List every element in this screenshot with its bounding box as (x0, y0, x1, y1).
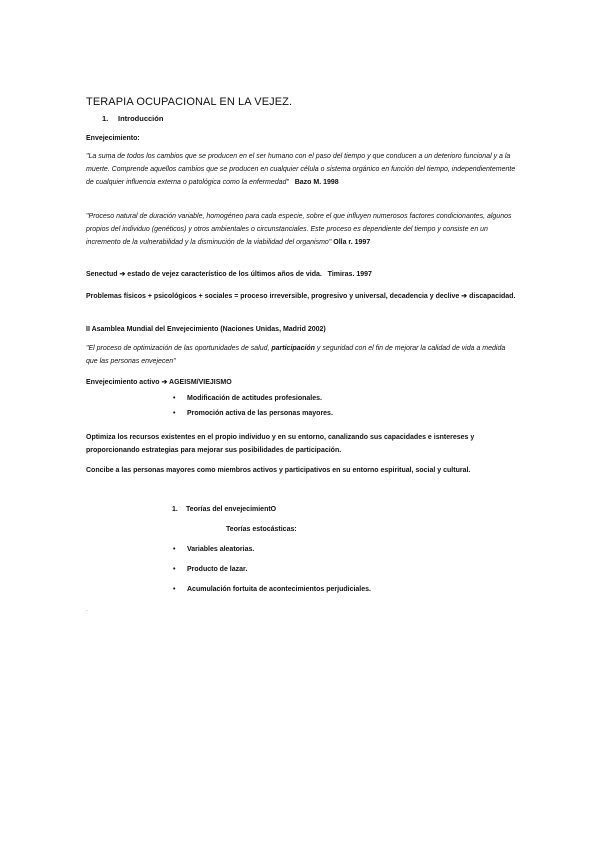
senectud-term: Senectud (86, 271, 118, 278)
document-title: TERAPIA OCUPACIONAL EN LA VEJEZ. (86, 96, 293, 108)
bullet-icon: • (173, 586, 176, 593)
quote-ollar-text: "Proceso natural de duración variable, homogéneo para cada especie, sobre el que influyen numerosos factores condicionantes, algunos propios del individuo (genéticos) y otros ambientales o circunstanciales. Este proceso es dependiente del tiempo y consiste en un incremento de la vulnerabilidad y la disminución de la viabilidad del organismo" (86, 213, 512, 246)
section-label: Introducción (118, 114, 164, 123)
envejecimiento-activo (86, 376, 516, 389)
section-number: 1. (102, 114, 109, 123)
list-item-text: Producto de lazar. (187, 566, 248, 573)
senectud-definition (86, 268, 516, 281)
bullet-icon: • (173, 395, 176, 402)
section-heading-introduccion (102, 114, 163, 123)
list-item-text: Modificación de actitudes profesionales. (187, 395, 322, 402)
quote-asamblea-pre: "El proceso de optimización de las oportunidades de salud, (86, 345, 270, 352)
activo-term: Envejecimiento activo (86, 379, 160, 386)
quote-bazo (86, 150, 516, 189)
quote-bazo-author: Bazo M. 1998 (294, 179, 339, 186)
trailing-mark: . (86, 606, 88, 613)
bullet-icon: • (173, 546, 176, 553)
bullet-icon: • (173, 410, 176, 417)
concibe-paragraph: Concibe a las personas mayores como miembros activos y participativos en su entorno espiritual, social y cultural. (86, 467, 471, 474)
list-item-text: Promoción activa de las personas mayores. (187, 410, 333, 417)
quote-asamblea (86, 342, 516, 368)
section-heading-teorias (172, 506, 276, 513)
senectud-text: estado de vejez característico de los últimos años de vida. (127, 271, 322, 278)
list-item (173, 410, 333, 417)
list-item (173, 395, 322, 402)
senectud-ref: Timiras. 1997 (327, 271, 372, 278)
list-item (173, 546, 254, 553)
arrow-icon: ➔ (461, 293, 468, 300)
asamblea-heading: II Asamblea Mundial del Envejecimiento (Naciones Unidas, Madrid 2002) (86, 326, 326, 333)
envejecimiento-label: Envejecimiento: (86, 135, 140, 142)
section-label: Teorías del envejecimientO (186, 506, 277, 513)
problemas-paragraph (86, 290, 516, 303)
arrow-icon: ➔ (161, 379, 168, 386)
problemas-end: discapacidad. (469, 293, 516, 300)
list-item (173, 586, 371, 593)
quote-asamblea-bold: participación (271, 345, 315, 352)
bullet-icon: • (173, 566, 176, 573)
list-item-text: Acumulación fortuita de acontecimientos perjudiciales. (187, 586, 371, 593)
quote-ollar-author: Olla r. 1997 (333, 239, 371, 246)
arrow-icon: ➔ (119, 271, 126, 278)
problemas-text: Problemas físicos + psicológicos + sociales = proceso irreversible, progresivo y universal, decadencia y declive (86, 293, 460, 300)
list-item-text: Variables aleatorias. (187, 546, 255, 553)
activo-text: AGEISM/VIEJISMO (169, 379, 232, 386)
quote-bazo-text: "La suma de todos los cambios que se producen en el ser humano con el paso del tiempo y que conducen a un deterioro funcional y a la muerte. Comprende aquellos cambios que se producen en cualquier célula o sistema orgánico en función del tiempo, independientemente de cualquier influencia externa o patológica como la enfermedad" (86, 153, 516, 186)
subheading-estocasticas: Teorías estocásticas: (226, 526, 297, 533)
list-item (173, 566, 247, 573)
section-number: 1. (172, 506, 178, 513)
optimiza-paragraph: Optimiza los recursos existentes en el propio individuo y en su entorno, canalizando sus capacidades e isntereses y proporcionando estrategias para mejorar sus posibilidades de participación. (86, 434, 475, 454)
quote-ollar (86, 210, 516, 249)
quote-asamblea-post: y seguridad con el fin de mejorar la calidad de vida a medida que las personas envejecen" (86, 345, 506, 365)
